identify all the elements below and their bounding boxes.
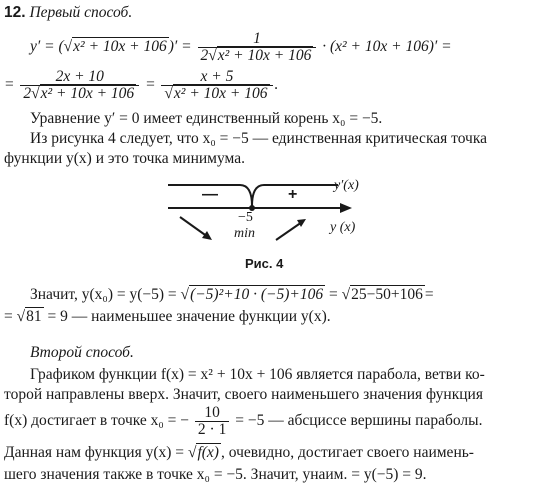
sign-chart-figure bbox=[160, 172, 380, 252]
derivative-lhs: y′ = ( bbox=[30, 38, 64, 55]
y-label: y (x) bbox=[330, 220, 356, 235]
increasing-arrow-icon bbox=[297, 219, 306, 227]
fraction-2-num: 2x + 10 bbox=[20, 69, 139, 86]
fraction-2-den bbox=[20, 86, 139, 102]
sqrt-sign: √ bbox=[63, 38, 73, 55]
yprime-label: y′(x) bbox=[334, 178, 359, 193]
den-coef: 2 bbox=[23, 84, 32, 102]
den-radicand: x² + 10x + 106 bbox=[40, 84, 135, 102]
value-line-2 bbox=[4, 308, 331, 326]
figure-caption: Рис. 4 bbox=[245, 256, 284, 271]
text-line: торой направлены вверх. Значит, своего наименьшего значения функция bbox=[4, 386, 483, 403]
radicand-2: 25−50+106 bbox=[351, 286, 423, 303]
derivative-sign-curve bbox=[168, 185, 338, 206]
sqrt-sign: √ bbox=[187, 444, 197, 461]
fraction-1-num: 1 bbox=[198, 31, 317, 48]
sqrt-sign: √ bbox=[341, 286, 351, 303]
derivative-tail: · (x² + 10x + 106)′ = bbox=[322, 38, 452, 55]
sqrt-sign: √ bbox=[208, 46, 217, 64]
sqrt-sign: √ bbox=[31, 84, 40, 102]
sqrt-post: , очевидно, достигает своего наимень- bbox=[220, 444, 474, 461]
sqrt-function-line bbox=[4, 444, 474, 462]
fraction-1-den bbox=[198, 48, 317, 64]
eq-sign: = bbox=[328, 286, 338, 303]
fraction-1 bbox=[198, 31, 317, 64]
den-coef: 2 bbox=[200, 46, 209, 64]
sqrt-sign: √ bbox=[16, 308, 26, 325]
critical-point-label: −5 bbox=[238, 210, 253, 225]
value-post: = 9 — наименьшее значение функции y(x). bbox=[47, 308, 331, 325]
eq-sign: = bbox=[424, 286, 434, 303]
fraction-3 bbox=[161, 69, 272, 102]
minus-sign: — bbox=[202, 186, 218, 203]
fraction-2 bbox=[20, 69, 139, 102]
radicand-1: (−5)²+10 · (−5)+106 bbox=[190, 286, 324, 303]
vertex-pre: f(x) достигает в точке x₀ = − bbox=[4, 412, 190, 429]
sqrt-sign: √ bbox=[164, 84, 173, 102]
problem-header bbox=[4, 4, 132, 22]
decreasing-arrow-icon bbox=[202, 231, 212, 240]
line2-lead: = bbox=[4, 76, 15, 93]
sqrt-sign: √ bbox=[180, 286, 190, 303]
radicand: x² + 10x + 106 bbox=[73, 38, 167, 55]
sqrt-pre: Данная нам функция y(x) = bbox=[4, 444, 185, 461]
text-line: Уравнение y′ = 0 имеет единственный корень x₀ = −5. bbox=[30, 110, 383, 127]
axis-arrowhead-icon bbox=[340, 203, 352, 213]
text-line: Графиком функции f(x) = x² + 10x + 106 является парабола, ветви ко- bbox=[30, 366, 485, 383]
sqrt-radicand: f(x) bbox=[197, 444, 219, 461]
den-radicand: x² + 10x + 106 bbox=[173, 84, 268, 102]
fraction-3-den bbox=[161, 86, 272, 102]
line2-eq: = bbox=[145, 76, 156, 93]
increasing-arrow-line bbox=[276, 222, 302, 240]
vertex-fraction-num: 10 bbox=[195, 405, 229, 422]
plus-sign: + bbox=[288, 186, 298, 203]
problem-number: 12. bbox=[4, 4, 26, 21]
text-line: функции y(x) и это точка минимума. bbox=[4, 150, 245, 167]
min-label: min bbox=[234, 226, 255, 241]
value-line-1 bbox=[30, 286, 434, 304]
derivative-mid: )′ = bbox=[168, 38, 192, 55]
fraction-3-num: x + 5 bbox=[161, 69, 272, 86]
radicand-3: 81 bbox=[26, 308, 42, 325]
decreasing-arrow-line bbox=[180, 217, 208, 237]
line2-end: . bbox=[274, 76, 279, 93]
vertex-line bbox=[4, 404, 482, 438]
vertex-fraction bbox=[195, 405, 229, 438]
eq-sign: = bbox=[4, 308, 13, 325]
value-pre: Значит, y(x₀) = y(−5) = bbox=[30, 286, 177, 303]
derivative-line-1 bbox=[30, 30, 452, 64]
text-line: Из рисунка 4 следует, что x₀ = −5 — единственная критическая точка bbox=[30, 130, 488, 147]
vertex-post: = −5 — абсциссе вершины параболы. bbox=[235, 412, 483, 429]
method-2-title: Второй способ. bbox=[30, 344, 134, 361]
text-line: шего значения также в точке x₀ = −5. Значит, yнаим. = y(−5) = 9. bbox=[4, 466, 427, 483]
method-title: Первый способ. bbox=[29, 4, 133, 21]
den-radicand: x² + 10x + 106 bbox=[217, 46, 312, 64]
derivative-line-2 bbox=[4, 68, 278, 102]
vertex-fraction-den: 2 · 1 bbox=[197, 420, 227, 438]
